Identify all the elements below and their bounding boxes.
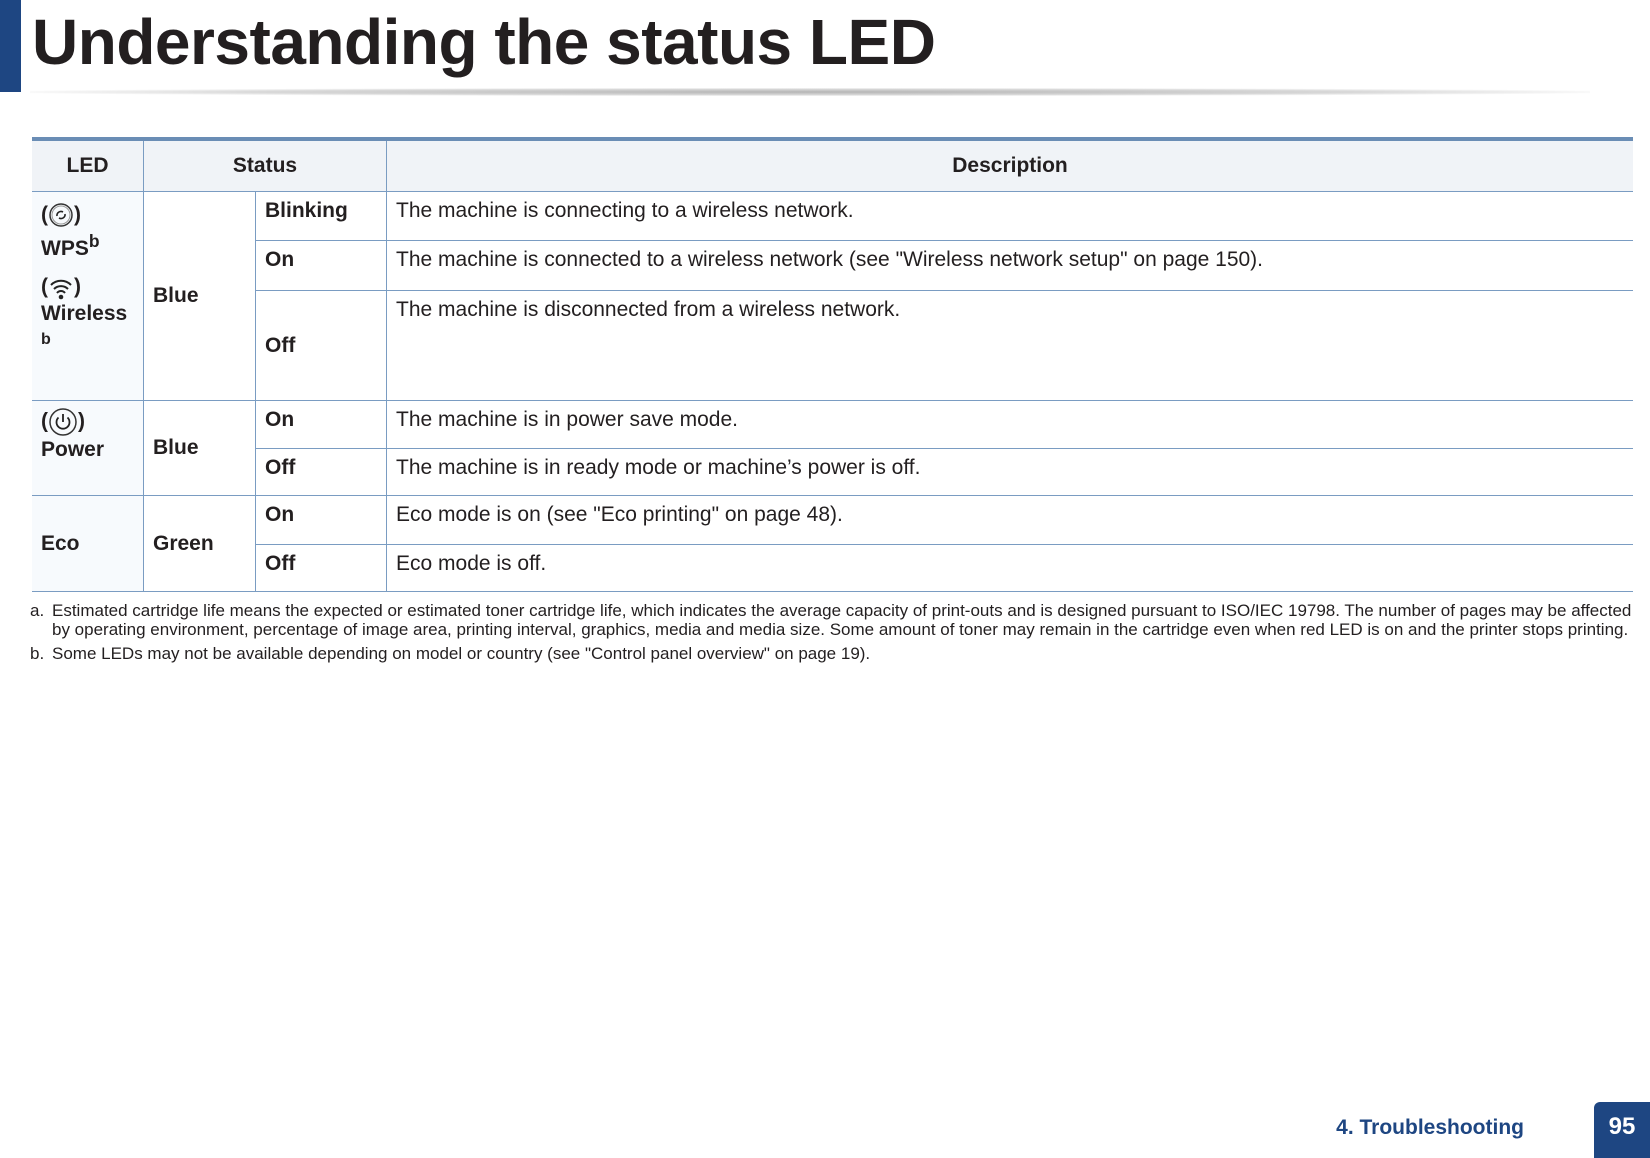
description: The machine is in ready mode or machine’s power is off.	[387, 449, 1634, 496]
led-cell-power: ( ) Power	[32, 401, 144, 496]
title-accent-bar	[0, 0, 21, 92]
footnotes	[30, 601, 1635, 668]
status-value: On	[256, 496, 387, 545]
description: Eco mode is on (see "Eco printing" on page 48).	[387, 496, 1634, 545]
footnote-key: a.	[30, 601, 45, 620]
led-name-wireless: Wireless	[41, 301, 128, 325]
description: The machine is connecting to a wireless network.	[387, 192, 1634, 241]
table-row	[32, 496, 1633, 545]
footnote-ref: b	[88, 231, 100, 252]
table-row	[32, 545, 1633, 592]
led-color: Blue	[144, 192, 256, 401]
description: The machine is connected to a wireless network (see "Wireless network setup" on page 150).	[387, 241, 1634, 291]
led-cell-wps-wireless: ( ) WPS$^b$ ( ) Wireless b	[32, 192, 144, 401]
chapter-label: 4. Troubleshooting	[1336, 1116, 1524, 1139]
header-description: Description	[387, 139, 1634, 192]
description: The machine is in power save mode.	[387, 401, 1634, 449]
status-value: Off	[256, 291, 387, 401]
wps-icon	[48, 202, 74, 228]
table-row	[32, 401, 1633, 449]
table-row	[32, 291, 1633, 401]
description: The machine is disconnected from a wireless network.	[387, 291, 1634, 401]
table-row	[32, 241, 1633, 291]
footnote-a	[30, 601, 1635, 639]
footnote-ref: b	[41, 330, 51, 348]
status-value: Off	[256, 545, 387, 592]
table-row	[32, 449, 1633, 496]
led-status-table	[32, 137, 1633, 592]
status-value: On	[256, 241, 387, 291]
footnote-b	[30, 644, 1635, 663]
title-divider	[30, 88, 1590, 96]
page-number: 95	[1594, 1102, 1650, 1158]
status-value: On	[256, 401, 387, 449]
description: Eco mode is off.	[387, 545, 1634, 592]
led-color: Green	[144, 496, 256, 592]
status-value: Off	[256, 449, 387, 496]
header-led: LED	[32, 139, 144, 192]
led-name-wps: WPS	[41, 237, 89, 261]
footnote-text: Some LEDs may not be available depending on model or country (see "Control panel overview" on page 19).	[52, 644, 871, 663]
led-name-eco: Eco	[32, 496, 144, 592]
led-name-power: Power	[41, 438, 105, 461]
page-title: Understanding the status LED	[32, 6, 936, 78]
status-value: Blinking	[256, 192, 387, 241]
footnote-key: b.	[30, 644, 45, 663]
table-row	[32, 192, 1633, 241]
footnote-text: Estimated cartridge life means the expected or estimated toner cartridge life, which indicates the average capacity of print-outs and is designed pursuant to ISO/IEC 19798. The number of pages may be affected by operating environment, percentage of image area, printing interval, graphics, media and media size. Some amount of toner may remain in the cartridge even when red LED is on and the printer stops printing.	[52, 601, 1632, 639]
led-color: Blue	[144, 401, 256, 496]
wireless-icon	[48, 275, 74, 301]
table-header	[32, 139, 1633, 192]
header-status: Status	[144, 139, 387, 192]
power-icon	[48, 407, 78, 437]
